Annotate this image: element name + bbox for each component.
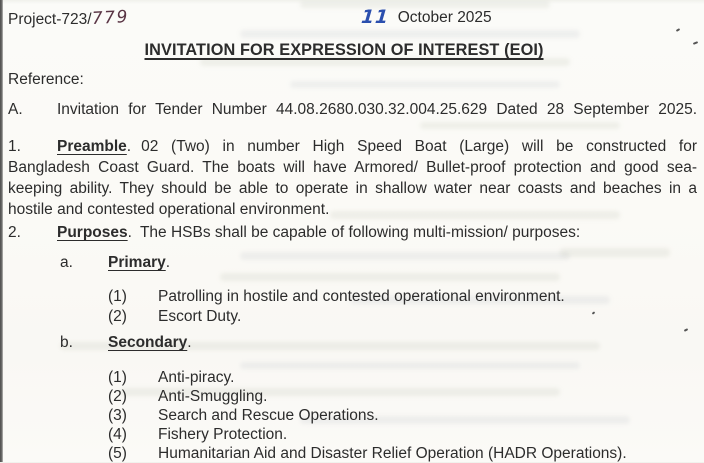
reference-item-text: Invitation for Tender Number 44.08.2680.030.32.004.25.629 Dated 28 September 2025. bbox=[57, 101, 697, 118]
bleedthrough-smudge bbox=[560, 248, 670, 257]
purposes-intro: The HSBs shall be capable of following multi-mission/ purposes: bbox=[139, 224, 581, 241]
preamble-line-2 bbox=[8, 157, 697, 178]
subsection-letter: a. bbox=[60, 254, 73, 271]
list-item bbox=[108, 287, 565, 307]
list-item bbox=[108, 307, 565, 327]
section-heading: Purposes bbox=[57, 224, 128, 241]
section-heading: Preamble bbox=[57, 138, 127, 155]
scan-speck bbox=[592, 311, 596, 314]
preamble-line-1 bbox=[8, 136, 697, 157]
project-number bbox=[8, 9, 129, 29]
list-item bbox=[108, 444, 627, 463]
item-text: Patrolling in hostile and contested operational environment. bbox=[158, 288, 565, 305]
reference-item-a bbox=[8, 99, 697, 120]
primary-items-list bbox=[108, 287, 565, 327]
preamble-line-4 bbox=[8, 199, 697, 220]
bleedthrough-smudge bbox=[420, 122, 620, 129]
preamble-line-3 bbox=[8, 178, 697, 199]
date-month-year: October 2025 bbox=[397, 9, 492, 26]
item-number: (1) bbox=[108, 369, 127, 386]
bleedthrough-smudge bbox=[290, 81, 560, 88]
preamble-text: Bangladesh Coast Guard. The boats will have Armored/ Bullet-proof protection and good sea- bbox=[8, 159, 697, 176]
subsection-heading: Secondary bbox=[108, 334, 188, 351]
list-item bbox=[108, 406, 627, 425]
preamble-text: keeping ability. They should be able to operate in shallow water near coasts and beaches in a bbox=[8, 180, 697, 197]
item-number: (5) bbox=[108, 445, 127, 462]
section-purposes bbox=[8, 222, 697, 243]
scan-speck bbox=[693, 41, 698, 45]
section-number: 1. bbox=[8, 138, 21, 155]
scan-speck bbox=[684, 328, 688, 332]
section-number: 2. bbox=[8, 224, 21, 241]
bleedthrough-smudge bbox=[220, 273, 560, 281]
item-text: Humanitarian Aid and Disaster Relief Operation (HADR Operations). bbox=[158, 445, 627, 462]
secondary-items-list bbox=[108, 368, 627, 463]
project-suffix-handwritten: 779 bbox=[91, 7, 129, 29]
heading-period: . bbox=[126, 138, 132, 155]
subsection-letter: b. bbox=[60, 334, 73, 351]
heading-period: . bbox=[127, 224, 132, 241]
page-title: INVITATION FOR EXPRESSION OF INTEREST (EOI) bbox=[144, 41, 544, 59]
heading-period: . bbox=[187, 334, 192, 351]
section-preamble bbox=[8, 136, 697, 220]
subsection-secondary-heading bbox=[60, 334, 192, 352]
item-number: (2) bbox=[108, 388, 127, 405]
item-number: (1) bbox=[108, 288, 127, 305]
subsection-heading: Primary bbox=[108, 254, 166, 271]
item-number: (4) bbox=[108, 426, 127, 443]
item-text: Anti-Smuggling. bbox=[158, 388, 268, 405]
bleedthrough-smudge bbox=[240, 252, 570, 260]
bleedthrough-smudge bbox=[240, 30, 580, 38]
scan-edge-line bbox=[0, 0, 3, 462]
document-date bbox=[357, 7, 492, 28]
project-label: Project-723/ bbox=[8, 11, 92, 28]
item-text: Search and Rescue Operations. bbox=[158, 407, 379, 424]
title-row bbox=[0, 41, 688, 60]
list-item bbox=[108, 368, 627, 387]
item-number: (2) bbox=[108, 308, 127, 325]
subsection-primary-heading bbox=[60, 254, 170, 272]
reference-item-letter: A. bbox=[8, 101, 23, 118]
list-item bbox=[108, 387, 627, 406]
item-text: Fishery Protection. bbox=[158, 426, 288, 443]
reference-label: Reference: bbox=[8, 71, 84, 88]
item-text: Escort Duty. bbox=[158, 308, 242, 325]
item-text: Anti-piracy. bbox=[158, 369, 235, 386]
preamble-text: 02 (Two) in number High Speed Boat (Large) will be constructed for bbox=[141, 138, 697, 155]
date-day-handwritten: 11 bbox=[357, 7, 392, 28]
scan-speck bbox=[676, 28, 680, 32]
heading-period: . bbox=[165, 254, 171, 271]
list-item bbox=[108, 425, 627, 444]
preamble-text: hostile and contested operational environment. bbox=[8, 201, 330, 218]
item-number: (3) bbox=[108, 407, 127, 424]
